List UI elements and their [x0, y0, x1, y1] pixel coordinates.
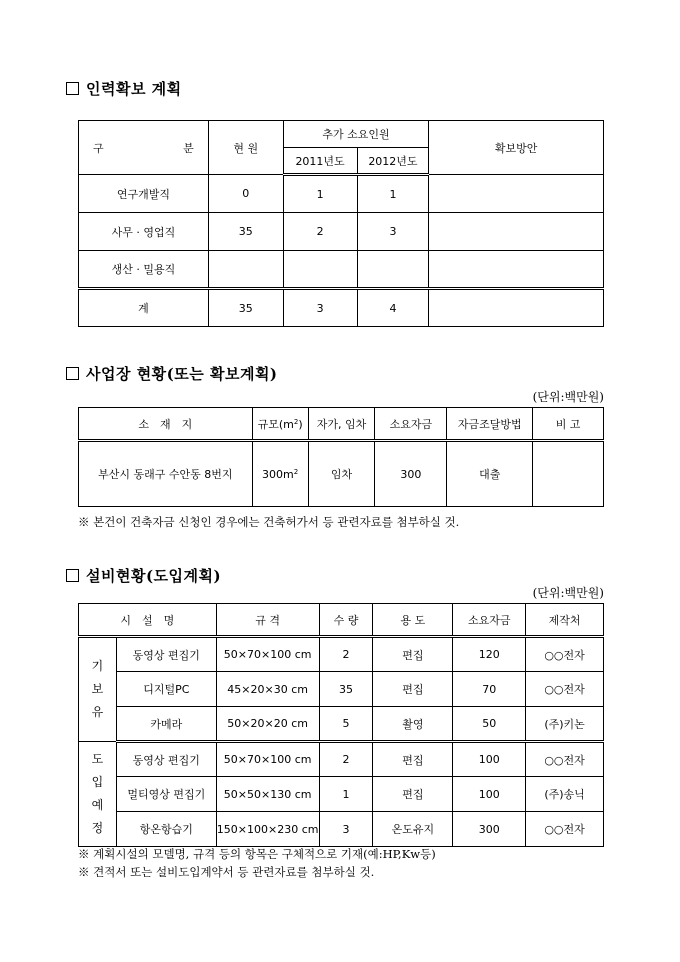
table-row: 멀티영상 편집기 50×50×130 cm 1 편집 100 (주)송닉 — [79, 777, 604, 812]
header-sojaeji: 소 재 지 — [79, 408, 253, 441]
header-name: 시 설 명 — [79, 604, 217, 637]
header-sojagum: 소요자금 — [375, 408, 447, 441]
table-row: 항온항습기 150×100×230 cm 3 온도유지 300 ○○전자 — [79, 812, 604, 847]
equipment-note-2: ※ 견적서 또는 설비도입계약서 등 관련자료를 첨부하실 것. — [78, 865, 375, 879]
table-row-total: 계 35 3 4 — [79, 289, 604, 327]
manpower-table — [78, 120, 604, 327]
checkbox-square-icon — [66, 82, 79, 95]
table-row: 카메라 50×20×20 cm 5 촬영 50 (주)키논 — [79, 707, 604, 742]
header-chuga: 추가 소요인원 — [283, 121, 429, 148]
site-table — [78, 407, 604, 507]
section-title-manpower: 인력확보 계획 — [66, 78, 182, 99]
equipment-note-1: ※ 계획시설의 모델명, 규격 등의 항목은 구체적으로 기재(예:HP,Kw등) — [78, 847, 436, 861]
checkbox-square-icon — [66, 367, 79, 380]
header-2011: 2011년도 — [283, 148, 357, 175]
checkbox-square-icon — [66, 569, 79, 582]
site-note: ※ 본건이 건축자금 신청인 경우에는 건축허가서 등 관련자료를 첨부하실 것. — [78, 515, 460, 529]
group-label-planned: 도 입 예 정 — [79, 742, 117, 847]
group-label-owned: 기 보 유 — [79, 637, 117, 742]
table-row: 디지털PC 45×20×30 cm 35 편집 70 ○○전자 — [79, 672, 604, 707]
header-gubun: 구 분 — [79, 121, 209, 175]
equipment-table — [78, 603, 604, 847]
header-hyunwon: 현 원 — [208, 121, 283, 175]
header-2012: 2012년도 — [357, 148, 429, 175]
table-row: 사무 · 영업직 35 2 3 — [79, 213, 604, 251]
header-use: 용 도 — [373, 604, 453, 637]
section-title-site: 사업장 현황(또는 확보계획) — [66, 363, 278, 384]
unit-label: (단위:백만원) — [532, 586, 604, 600]
header-gyumo: 규모$(m^2)$ — [252, 408, 308, 441]
table-row: 기 보 유 동영상 편집기 50×70×100 cm 2 편집 120 ○○전자 — [79, 637, 604, 672]
table-row: 연구개발직 0 1 1 — [79, 175, 604, 213]
header-spec: 규 격 — [216, 604, 319, 637]
section-title-equipment: 설비현황(도입계획) — [66, 565, 221, 586]
unit-label: (단위:백만원) — [532, 390, 604, 404]
table-row: 부산시 동래구 수안동 8번지 $300m^2$ 임차 300 대출 — [79, 441, 604, 507]
header-maker: 제작처 — [526, 604, 604, 637]
table-row: 생산 · 밀용직 — [79, 251, 604, 289]
header-fund: 소요자금 — [453, 604, 526, 637]
table-row: 도 입 예 정 동영상 편집기 50×70×100 cm 2 편집 100 ○○전자 — [79, 742, 604, 777]
header-bigo: 비 고 — [533, 408, 604, 441]
header-jodal: 자금조달방법 — [447, 408, 533, 441]
header-qty: 수 량 — [319, 604, 373, 637]
header-bangan: 확보방안 — [429, 121, 604, 175]
header-jaga: 자가, 임차 — [308, 408, 375, 441]
